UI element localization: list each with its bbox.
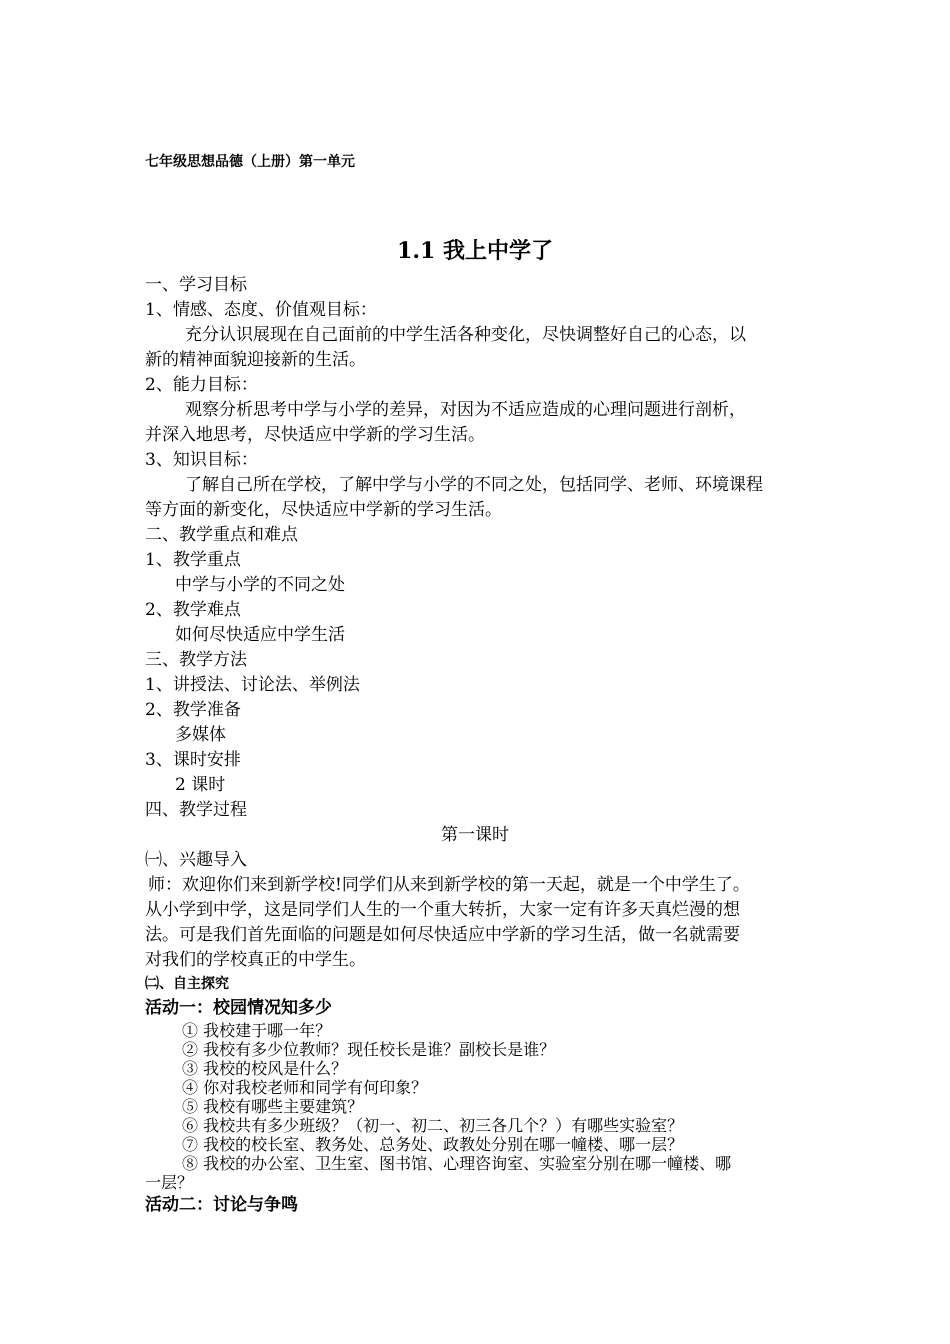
question-item: ⑧ 我校的办公室、卫生室、图书馆、心理咨询室、实验室分别在哪一幢楼、哪 (182, 1154, 732, 1173)
part-heading: ㈡、自主探究 (145, 976, 229, 992)
goal-label: 2、能力目标： (145, 375, 258, 395)
question-item: ⑦ 我校的校长室、教务处、总务处、政教处分别在哪一幢楼、哪一层？ (182, 1135, 684, 1154)
method-item: 1、讲授法、讨论法、举例法 (145, 675, 360, 695)
section-heading: 四、教学过程 (145, 800, 247, 820)
question-item: ① 我校建于哪一年？ (182, 1021, 332, 1040)
paragraph-line: 了解自己所在学校，了解中学与小学的不同之处，包括同学、老师、环境课程 (185, 475, 763, 495)
document-header: 七年级思想品德（上册）第一单元 (145, 154, 355, 170)
lesson-title: 第一课时 (441, 825, 509, 845)
section-heading: 一、学习目标 (145, 275, 247, 295)
subsection-label: 2、教学难点 (145, 600, 241, 620)
paragraph-line: 新的精神面貌迎接新的生活。 (145, 350, 366, 370)
question-item: ⑥ 我校共有多少班级？（初一、初二、初三各几个？）有哪些实验室？ (182, 1116, 684, 1135)
activity-heading: 活动一：校园情况知多少 (145, 998, 332, 1018)
paragraph-line: 并深入地思考，尽快适应中学新的学习生活。 (145, 425, 485, 445)
paragraph-line: 对我们的学校真正的中学生。 (145, 950, 366, 970)
paragraph-line: 师：欢迎你们来到新学校!同学们从来到新学校的第一天起，就是一个中学生了。 (148, 875, 750, 895)
question-item: ⑤ 我校有哪些主要建筑？ (182, 1097, 364, 1116)
page-title: 1.1 我上中学了 (397, 238, 553, 264)
question-item: ④ 你对我校老师和同学有何印象？ (182, 1078, 428, 1097)
paragraph-line: 观察分析思考中学与小学的差异，对因为不适应造成的心理问题进行剖析， (185, 400, 746, 420)
section-heading: 二、教学重点和难点 (145, 525, 298, 545)
question-item: ② 我校有多少位教师？现任校长是谁？副校长是谁？ (182, 1040, 556, 1059)
subsection-label: 2、教学准备 (145, 700, 241, 720)
subsection-label: 3、课时安排 (145, 750, 241, 770)
paragraph-line: 法。可是我们首先面临的问题是如何尽快适应中学新的学习生活，做一名就需要 (145, 925, 740, 945)
activity-heading: 活动二：讨论与争鸣 (145, 1195, 298, 1215)
question-item-continued: 一层？ (145, 1173, 194, 1192)
question-item: ③ 我校的校风是什么？ (182, 1059, 348, 1078)
section-heading: 三、教学方法 (145, 650, 247, 670)
part-heading: ㈠、兴趣导入 (145, 850, 247, 870)
paragraph-line: 等方面的新变化，尽快适应中学新的学习生活。 (145, 500, 502, 520)
goal-label: 1、情感、态度、价值观目标： (145, 300, 377, 320)
subsection-label: 1、教学重点 (145, 550, 241, 570)
goal-label: 3、知识目标： (145, 450, 258, 470)
subsection-text: 多媒体 (175, 725, 226, 745)
subsection-text: 2 课时 (175, 775, 226, 795)
subsection-text: 如何尽快适应中学生活 (175, 625, 345, 645)
subsection-text: 中学与小学的不同之处 (175, 575, 345, 595)
paragraph-line: 充分认识展现在自己面前的中学生活各种变化，尽快调整好自己的心态，以 (185, 325, 746, 345)
paragraph-line: 从小学到中学，这是同学们人生的一个重大转折，大家一定有许多天真烂漫的想 (145, 900, 740, 920)
